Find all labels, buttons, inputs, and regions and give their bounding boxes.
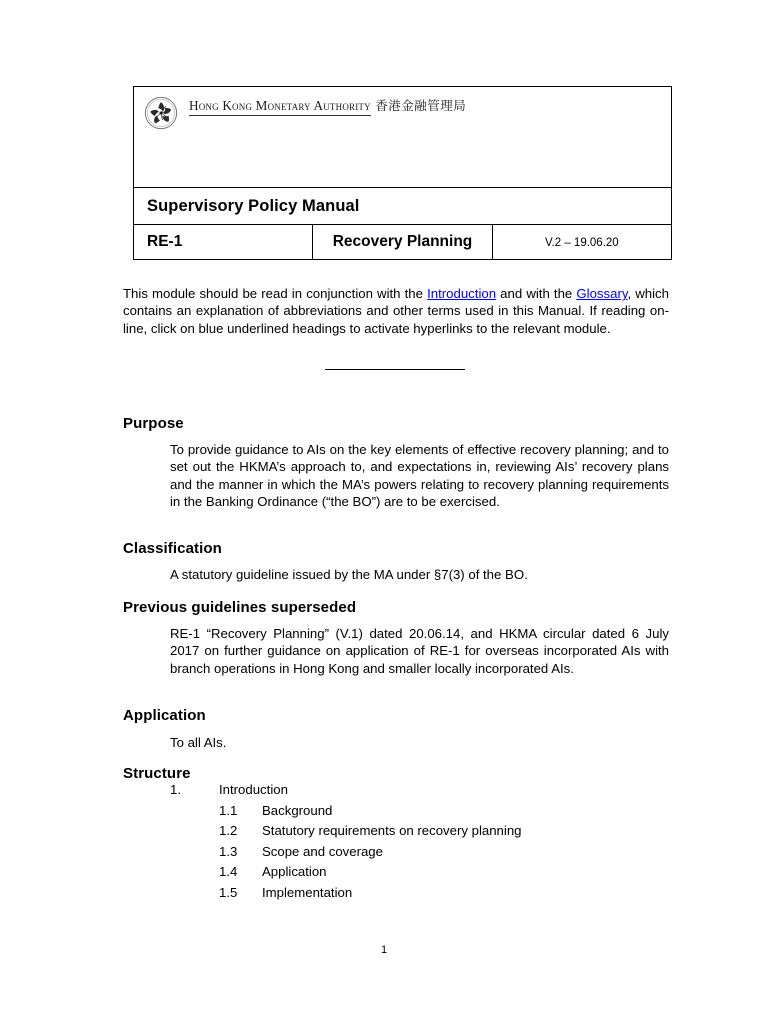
structure-item xyxy=(170,842,670,863)
heading-previous-guidelines: Previous guidelines superseded xyxy=(123,599,357,617)
structure-item-number: 1.4 xyxy=(219,864,238,879)
bauhinia-flower-icon xyxy=(144,96,178,130)
structure-item-number: 1. xyxy=(170,782,181,797)
header-manual-row xyxy=(134,188,672,225)
paragraph-classification: A statutory guideline issued by the MA under §7(3) of the BO. xyxy=(170,567,528,583)
heading-classification: Classification xyxy=(123,540,222,558)
module-name-cell xyxy=(313,225,492,260)
module-code: RE-1 xyxy=(147,233,183,250)
structure-item xyxy=(170,883,670,904)
structure-item xyxy=(170,821,670,842)
module-name: Recovery Planning xyxy=(332,233,473,250)
intro-paragraph xyxy=(123,285,669,337)
structure-item-number: 1.3 xyxy=(219,843,238,859)
structure-item-number: 1.2 xyxy=(219,823,238,838)
manual-title-cell xyxy=(134,188,672,225)
module-version: V.2 – 19.06.20 xyxy=(544,237,619,249)
intro-text-part2: and with the xyxy=(496,286,577,302)
hkma-wordmark-english: Hong Kong Monetary Authority xyxy=(189,99,371,116)
heading-structure: Structure xyxy=(123,765,191,783)
module-code-cell xyxy=(134,225,313,260)
manual-title: Supervisory Policy Manual xyxy=(147,196,360,215)
structure-item-number: 1.5 xyxy=(219,884,238,900)
document-header-table xyxy=(133,86,672,260)
paragraph-purpose: To provide guidance to AIs on the key elements of effective recovery planning; and to set out the HKMA’s approach to, and expectations in, reviewing AIs’ recovery plans and the manner in which the MA’s powers relating to recovery planning requirements in the Banking Ordinance (“the BO”) are to be exercised. xyxy=(170,442,669,509)
glossary-link[interactable]: Glossary xyxy=(576,286,628,302)
heading-application: Application xyxy=(123,707,206,725)
structure-list xyxy=(170,780,670,903)
module-version-cell xyxy=(492,225,671,260)
section-divider-rule xyxy=(325,369,465,370)
structure-item xyxy=(170,801,670,822)
structure-item-number: 1.1 xyxy=(219,802,238,818)
intro-text-part1: This module should be read in conjunction with the xyxy=(123,286,428,302)
structure-item-label: Introduction xyxy=(219,782,288,797)
heading-purpose: Purpose xyxy=(123,415,184,433)
structure-item-label: Implementation xyxy=(262,884,353,900)
structure-item-label: Background xyxy=(262,802,333,818)
page-number: 1 xyxy=(380,944,388,956)
paragraph-application: To all AIs. xyxy=(170,735,227,751)
paragraph-previous-guidelines: RE-1 “Recovery Planning” (V.1) dated 20.06.14, and HKMA circular dated 6 July 2017 on further guidance on application of RE-1 for overseas incorporated AIs with branch operations in Hong Kong and smaller locally incorporated AIs. xyxy=(170,626,669,676)
structure-item-label: Statutory requirements on recovery planning xyxy=(262,823,522,838)
structure-item xyxy=(170,780,670,801)
structure-item-label: Scope and coverage xyxy=(262,843,383,859)
introduction-link[interactable]: Introduction xyxy=(427,286,497,302)
intro-text-part3: , which contains an explanation of abbreviations and other terms used in this Manual. If reading on-line, click on blue underlined headings to activate hyperlinks to the relevant module. xyxy=(123,286,669,336)
logo-cell xyxy=(134,87,672,188)
structure-item-label: Application xyxy=(262,864,327,879)
structure-item xyxy=(170,862,670,883)
hkma-wordmark-chinese: 香港金融管理局 xyxy=(375,98,467,113)
header-logo-row xyxy=(134,87,672,188)
header-module-row xyxy=(134,225,672,260)
